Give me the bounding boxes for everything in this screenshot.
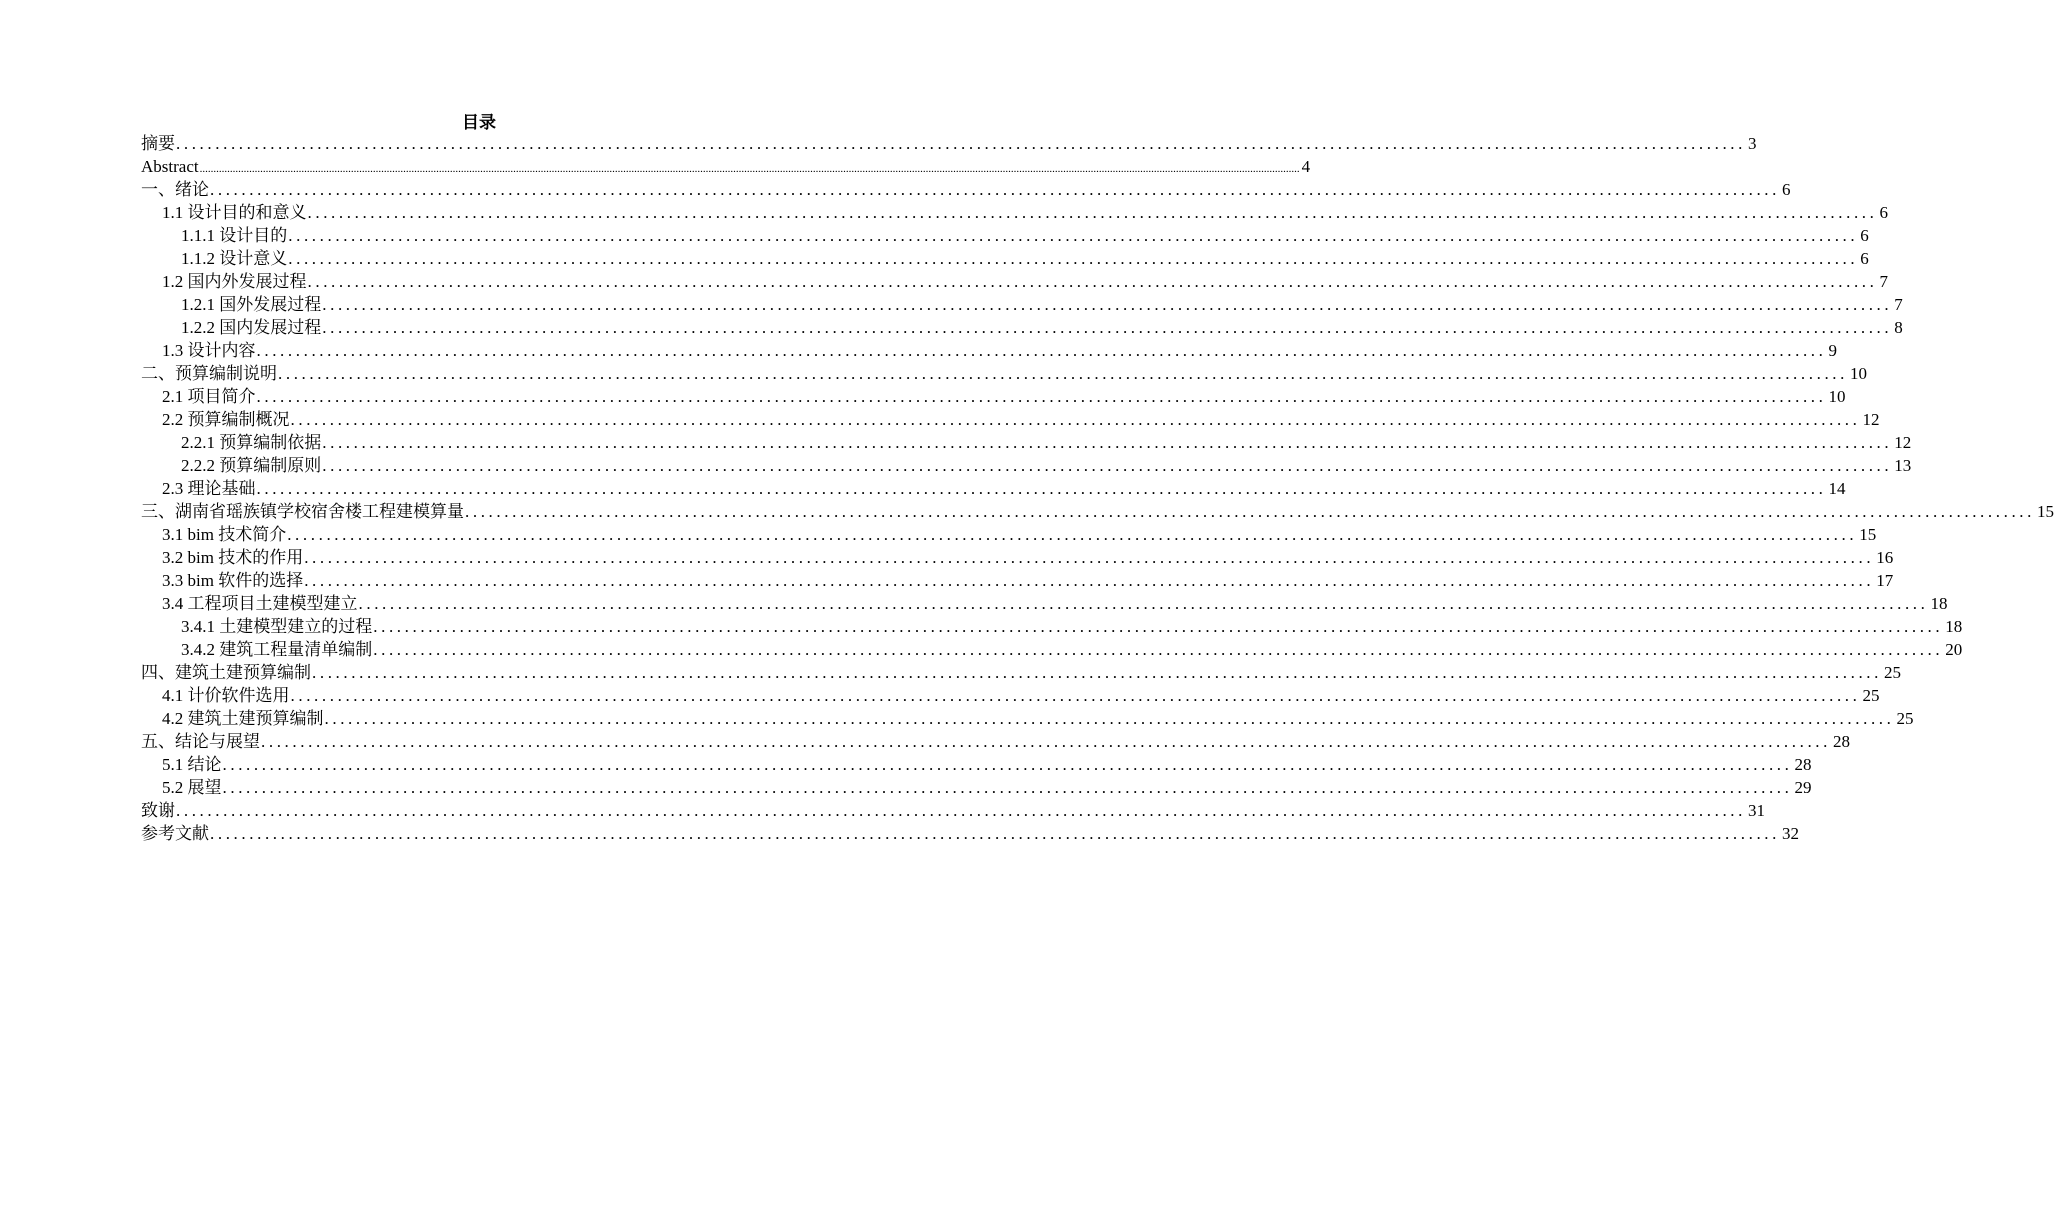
toc-dot-leader: ........................................................................................................................................................................................................: [287, 525, 1858, 544]
toc-entry-page-number: 6: [1860, 226, 1869, 245]
toc-entry-page-number: 28: [1833, 732, 1850, 751]
toc-entry-page-number: 7: [1879, 272, 1888, 291]
toc-entry[interactable]: [141, 546, 1894, 569]
toc-entry-label: 3.1 bim 技术简介: [162, 525, 287, 544]
toc-entry-page-number: 28: [1794, 755, 1812, 774]
toc-dot-leader: ........................................................................................................................................................................................................: [322, 456, 1893, 475]
toc-entry-page-number: 18: [1930, 594, 1948, 613]
toc-entry-page-number: 18: [1945, 617, 1963, 636]
toc-entry-label: 3.2 bim 技术的作用: [162, 548, 304, 567]
toc-entry-label: 1.1.1 设计目的: [181, 226, 288, 245]
toc-entry-page-number: 25: [1862, 686, 1880, 705]
toc-entry-page-number: 6: [1782, 180, 1791, 199]
toc-entry-label: 1.1.2 设计意义: [181, 249, 288, 268]
toc-entry-label: 4.1 计价软件选用: [162, 686, 290, 705]
toc-entry-label: 三、湖南省瑶族镇学校宿舍楼工程建模算量: [141, 502, 464, 521]
toc-entry-page-number: 12: [1894, 433, 1912, 452]
toc-dot-leader: ................................................................................................................................................................................................................................................................................................................................................................................................................: [199, 163, 1300, 175]
toc-entry[interactable]: [141, 799, 1765, 822]
toc-entry[interactable]: [141, 339, 1837, 362]
toc-dot-leader: ........................................................................................................................................................................................................: [256, 387, 1827, 406]
toc-entry[interactable]: [141, 615, 1963, 638]
toc-entry-page-number: 6: [1879, 203, 1888, 222]
toc-entry[interactable]: [141, 707, 1914, 730]
toc-dot-leader: ........................................................................................................................................................................................................: [312, 663, 1882, 682]
toc-entry-page-number: 25: [1884, 663, 1901, 682]
toc-entry-label: 参考文献: [141, 824, 209, 843]
toc-entry-label: 4.2 建筑土建预算编制: [162, 709, 324, 728]
toc-title: 目录: [462, 113, 496, 132]
toc-entry[interactable]: [141, 201, 1888, 224]
toc-dot-leader: ........................................................................................................................................................................................................: [304, 571, 1875, 590]
toc-entry[interactable]: [141, 753, 1812, 776]
toc-entry-label: 五、结论与展望: [141, 732, 260, 751]
toc-dot-leader: ........................................................................................................................................................................................................: [222, 755, 1793, 774]
toc-entry-page-number: 10: [1828, 387, 1846, 406]
toc-dot-leader: ........................................................................................................................................................................................................: [290, 686, 1861, 705]
toc-dot-leader: ........................................................................................................................................................................................................: [176, 134, 1746, 153]
toc-entry[interactable]: [141, 592, 1948, 615]
toc-dot-leader: ........................................................................................................................................................................................................: [278, 364, 1848, 383]
toc-entry-page-number: 16: [1876, 548, 1894, 567]
toc-entry-page-number: 25: [1896, 709, 1914, 728]
toc-dot-leader: ........................................................................................................................................................................................................: [373, 617, 1944, 636]
toc-entry[interactable]: [141, 270, 1888, 293]
toc-entry-label: 3.4.2 建筑工程量清单编制: [181, 640, 373, 659]
toc-entry[interactable]: [141, 454, 1912, 477]
toc-dot-leader: ........................................................................................................................................................................................................: [210, 824, 1780, 843]
toc-entry-label: Abstract: [141, 157, 199, 176]
toc-entry[interactable]: [141, 638, 1963, 661]
toc-entry-label: 四、建筑土建预算编制: [141, 663, 311, 682]
toc-dot-leader: ........................................................................................................................................................................................................: [322, 295, 1893, 314]
toc-entry-page-number: 32: [1782, 824, 1799, 843]
toc-entry-label: 1.2.1 国外发展过程: [181, 295, 322, 314]
toc-dot-leader: ........................................................................................................................................................................................................: [322, 433, 1893, 452]
toc-entry-label: 5.1 结论: [162, 755, 222, 774]
toc-dot-leader: ........................................................................................................................................................................................................: [304, 548, 1875, 567]
toc-dot-leader: ........................................................................................................................................................................................................: [288, 226, 1859, 245]
toc-entry-label: 1.2.2 国内发展过程: [181, 318, 322, 337]
toc-entry[interactable]: [141, 224, 1869, 247]
toc-entry-label: 3.4 工程项目土建模型建立: [162, 594, 358, 613]
toc-dot-leader: ........................................................................................................................................................................................................: [256, 479, 1827, 498]
toc-entry[interactable]: [141, 132, 1757, 155]
toc-entry[interactable]: [141, 477, 1846, 500]
toc-dot-leader: ........................................................................................................................................................................................................: [307, 272, 1878, 291]
toc-entry[interactable]: [141, 500, 2054, 523]
toc-entry-page-number: 12: [1862, 410, 1880, 429]
toc-entry-label: 3.4.1 土建模型建立的过程: [181, 617, 373, 636]
toc-entry[interactable]: [141, 362, 1867, 385]
toc-entry-label: 2.2.2 预算编制原则: [181, 456, 322, 475]
toc-entry-page-number: 13: [1894, 456, 1912, 475]
toc-dot-leader: ........................................................................................................................................................................................................: [307, 203, 1878, 222]
toc-entry-label: 一、绪论: [141, 180, 209, 199]
toc-entry-label: 1.3 设计内容: [162, 341, 256, 360]
toc-dot-leader: ........................................................................................................................................................................................................: [373, 640, 1944, 659]
toc-entry[interactable]: [141, 684, 1880, 707]
toc-entry-page-number: 3: [1748, 134, 1757, 153]
toc-entry-page-number: 9: [1828, 341, 1837, 360]
toc-dot-leader: ........................................................................................................................................................................................................: [290, 410, 1861, 429]
toc-entry-label: 致谢: [141, 801, 175, 820]
toc-entry-label: 5.2 展望: [162, 778, 222, 797]
toc-dot-leader: ........................................................................................................................................................................................................: [256, 341, 1827, 360]
toc-entry[interactable]: [141, 776, 1812, 799]
toc-entry[interactable]: [141, 293, 1903, 316]
toc-entry[interactable]: [141, 316, 1903, 339]
toc-dot-leader: ........................................................................................................................................................................................................: [176, 801, 1746, 820]
toc-entry-label: 2.1 项目简介: [162, 387, 256, 406]
toc-entry[interactable]: [141, 247, 1869, 270]
toc-entry-page-number: 29: [1794, 778, 1812, 797]
toc-entry[interactable]: [141, 730, 1850, 753]
toc-entry[interactable]: [141, 408, 1880, 431]
toc-entry-page-number: 7: [1894, 295, 1903, 314]
toc-dot-leader: ........................................................................................................................................................................................................: [210, 180, 1780, 199]
toc-entry[interactable]: [141, 431, 1912, 454]
toc-entry-label: 1.2 国内外发展过程: [162, 272, 307, 291]
toc-entry-page-number: 14: [1828, 479, 1846, 498]
toc-entry-label: 1.1 设计目的和意义: [162, 203, 307, 222]
toc-entry[interactable]: [141, 178, 1791, 201]
toc-dot-leader: ........................................................................................................................................................................................................: [261, 732, 1831, 751]
toc-entry-page-number: 4: [1301, 157, 1311, 176]
toc-entry-label: 2.2 预算编制概况: [162, 410, 290, 429]
toc-entry-label: 二、预算编制说明: [141, 364, 277, 383]
toc-entry-page-number: 15: [1859, 525, 1877, 544]
toc-dot-leader: ........................................................................................................................................................................................................: [288, 249, 1859, 268]
toc-dot-leader: ........................................................................................................................................................................................................: [358, 594, 1929, 613]
toc-entry[interactable]: [141, 661, 1901, 684]
toc-entry-label: 2.3 理论基础: [162, 479, 256, 498]
toc-dot-leader: ........................................................................................................................................................................................................: [322, 318, 1893, 337]
toc-dot-leader: ........................................................................................................................................................................................................: [222, 778, 1793, 797]
toc-entry-label: 摘要: [141, 134, 175, 153]
table-of-contents: [141, 132, 2054, 845]
toc-entry-label: 2.2.1 预算编制依据: [181, 433, 322, 452]
toc-entry-page-number: 8: [1894, 318, 1903, 337]
toc-entry-page-number: 20: [1945, 640, 1963, 659]
toc-dot-leader: ........................................................................................................................................................................................................: [324, 709, 1895, 728]
toc-entry-page-number: 31: [1748, 801, 1765, 820]
toc-entry[interactable]: [141, 155, 1311, 178]
toc-dot-leader: ........................................................................................................................................................................................................: [465, 502, 2035, 521]
toc-entry[interactable]: [141, 523, 1877, 546]
toc-entry-page-number: 17: [1876, 571, 1894, 590]
toc-entry[interactable]: [141, 385, 1846, 408]
toc-entry[interactable]: [141, 822, 1799, 845]
toc-entry-page-number: 10: [1850, 364, 1867, 383]
toc-entry[interactable]: [141, 569, 1894, 592]
toc-entry-label: 3.3 bim 软件的选择: [162, 571, 304, 590]
toc-entry-page-number: 15: [2037, 502, 2054, 521]
toc-entry-page-number: 6: [1860, 249, 1869, 268]
